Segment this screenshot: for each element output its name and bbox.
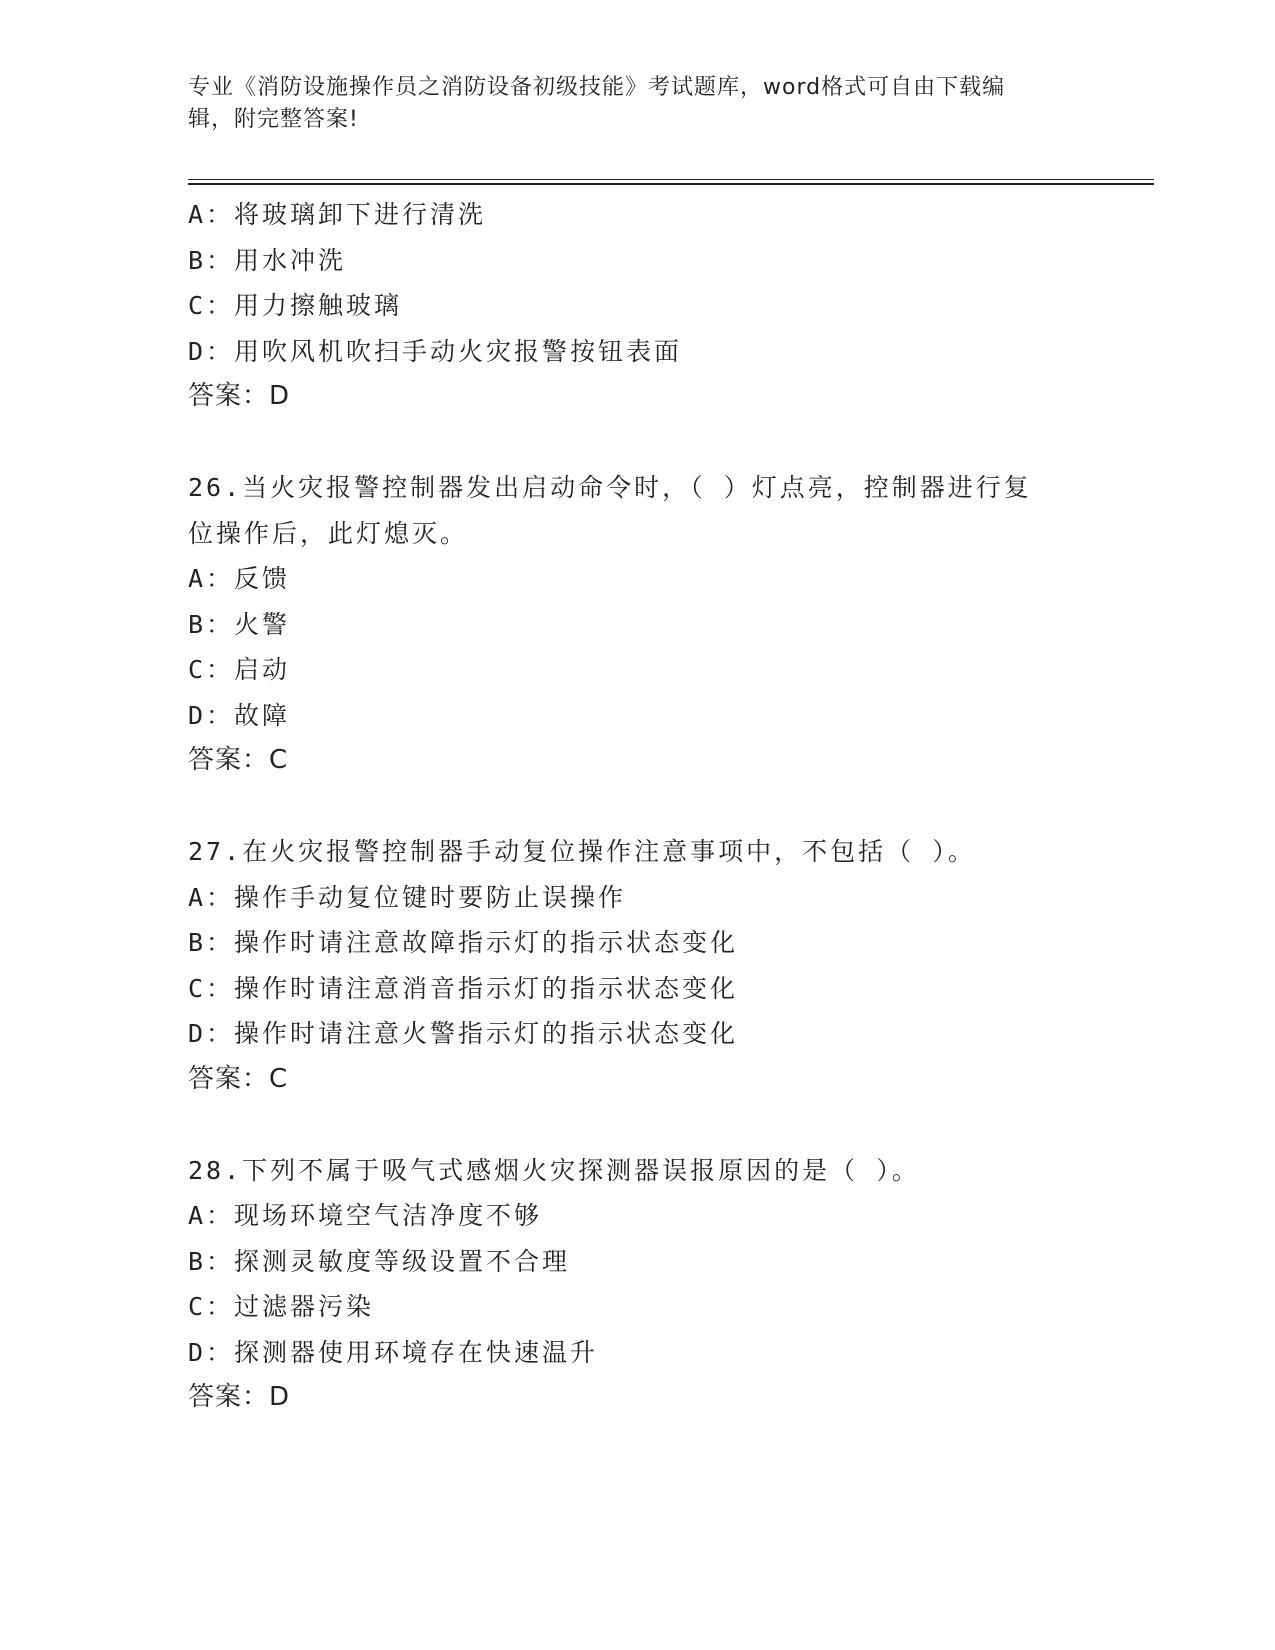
option-d: D：故障 bbox=[188, 700, 291, 730]
option-d: D：用吹风机吹扫手动火灾报警按钮表面 bbox=[188, 336, 683, 366]
option-d: D：探测器使用环境存在快速温升 bbox=[188, 1337, 599, 1367]
option-a: A：现场环境空气洁净度不够 bbox=[188, 1201, 543, 1230]
question-block-27 bbox=[188, 829, 1088, 1102]
question-block-25 bbox=[188, 192, 1088, 420]
option-b: B：探测灵敏度等级设置不合理 bbox=[188, 1246, 571, 1276]
header-line-2: 辑，附完整答案! bbox=[188, 107, 359, 132]
answer: 答案：D bbox=[188, 381, 291, 411]
answer: 答案：C bbox=[188, 745, 289, 775]
option-b: B：操作时请注意故障指示灯的指示状态变化 bbox=[188, 928, 739, 957]
answer: 答案：C bbox=[188, 1063, 289, 1094]
option-b: B：用水冲洗 bbox=[188, 245, 347, 275]
option-c: C：操作时请注意消音指示灯的指示状态变化 bbox=[188, 973, 739, 1003]
option-b: B：火警 bbox=[188, 609, 291, 639]
question-text-line-2: 位操作后，此灯熄灭。 bbox=[188, 518, 469, 548]
question-list bbox=[188, 192, 1088, 1421]
question-block-28 bbox=[188, 1148, 1088, 1421]
document-header bbox=[188, 72, 1088, 136]
option-d: D：操作时请注意火警指示灯的指示状态变化 bbox=[188, 1019, 739, 1048]
header-rule-thin bbox=[188, 179, 1154, 180]
option-c: C：过滤器污染 bbox=[188, 1292, 375, 1321]
header-rule-thick bbox=[188, 183, 1154, 185]
header-line-1: 专业《消防设施操作员之消防设备初级技能》考试题库，word格式可自由下载编 bbox=[188, 75, 1006, 100]
spacer bbox=[188, 1102, 1088, 1148]
spacer bbox=[188, 420, 1088, 466]
question-text-line-1: 27.在火灾报警控制器手动复位操作注意事项中，不包括（ ）。 bbox=[188, 837, 976, 866]
answer: 答案：D bbox=[188, 1382, 291, 1412]
option-a: A：反馈 bbox=[188, 564, 291, 593]
option-a: A：操作手动复位键时要防止误操作 bbox=[188, 882, 627, 912]
option-c: C：启动 bbox=[188, 655, 291, 684]
question-text-line-1: 28.下列不属于吸气式感烟火灾探测器误报原因的是（ ）。 bbox=[188, 1155, 920, 1185]
spacer bbox=[188, 784, 1088, 830]
option-c: C：用力擦触玻璃 bbox=[188, 291, 403, 320]
option-a: A：将玻璃卸下进行清洗 bbox=[188, 200, 487, 229]
question-block-26 bbox=[188, 465, 1088, 784]
question-text-line-1: 26.当火灾报警控制器发出启动命令时，（ ）灯点亮，控制器进行复 bbox=[188, 473, 1032, 502]
